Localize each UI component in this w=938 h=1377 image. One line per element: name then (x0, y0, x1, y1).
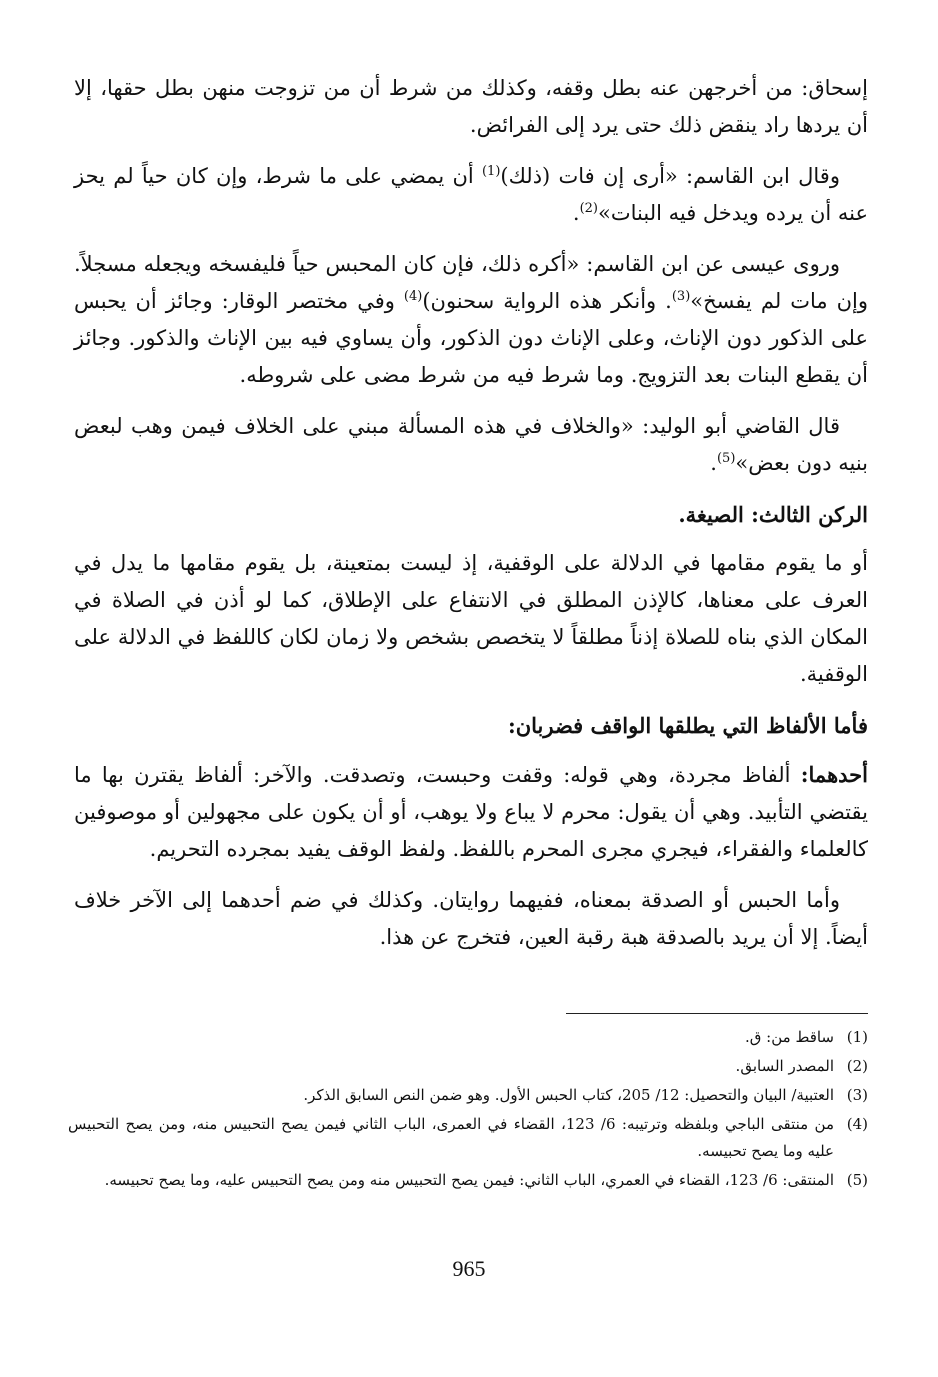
main-text (74, 70, 868, 970)
footnote-3 (68, 1082, 868, 1109)
paragraph-6-text: ألفاظ مجردة، وهي قوله: وقفت وحبست، وتصدقت. والآخر: ألفاظ يقترن بها ما يقتضي التأبيد. وهي أن يقول: محرم لا يباع ولا يوهب، أو أن يكون على مجهولين أو موصوفين كالعلماء والفقراء، فيجري مجرى المحرم باللفظ. ولفظ الوقف يفيد بمجرده التحريم. (74, 763, 868, 861)
footnote-number: (5) (846, 1171, 868, 1189)
footnote-ref-2[interactable]: (2) (579, 201, 598, 216)
paragraph-5: أو ما يقوم مقامها في الدلالة على الوقفية، إذ ليست بمتعينة، بل يقوم مقامها ما يدل في العرف على معناها، كالإذن المطلق في الانتفاع على الإطلاق، كما لو أذن في الصلاة في المكان الذي بناه للصلاة إذناً مطلقاً لا يتخصص بشخص ولا زمان لكان كاللفظ في الدلالة على الوقفية. (74, 551, 868, 686)
footnote-5 (68, 1167, 868, 1194)
paragraph-3-before: وروى عيسى عن ابن القاسم: «أكره ذلك، فإن كان المحبس حياً فليفسخه ويجعله مسجلاً. وإن مات لم يفسخ» (74, 252, 868, 313)
paragraph-4-after: . (710, 451, 717, 475)
paragraph-3-after: وفي مختصر الوقار: وجائز أن يحبس على الذكور دون الإناث، وعلى الإناث دون الذكور، وأن يساوي فيه بين الإناث والذكور. وجائز أن يقطع البنات بعد التزويج. وما شرط فيه من شرط مضى على شروطه. (74, 289, 868, 387)
paragraph-3-middle: . وأنكر هذه الرواية سحنون) (422, 289, 672, 313)
footnote-4 (68, 1111, 868, 1165)
paragraph-1-text: إسحاق: من أخرجهن عنه بطل وقفه، وكذلك من شرط أن من تزوجت منهن بطل حقها، إلا أن يردها راد ينقض ذلك حتى يرد إلى الفرائض. (74, 76, 868, 137)
footnote-text: المنتقى: 6/ 123، القضاء في العمري، الباب الثاني: فيمن يصح التحبيس منه ومن يصح التحبيس عليه، وما يصح تحبيسه. (104, 1171, 834, 1189)
paragraph-7: وأما الحبس أو الصدقة بمعناه، ففيهما روايتان. وكذلك في ضم أحدهما إلى الآخر خلاف أيضاً. إلا أن يريد بالصدقة هبة رقبة العين، فتخرج عن هذا. (74, 888, 868, 949)
footnote-ref-1[interactable]: (1) (481, 164, 501, 179)
section-heading-alfaz: فأما الألفاظ التي يطلقها الواقف فضربان: (507, 713, 868, 738)
footnote-ref-4[interactable]: (4) (403, 289, 423, 304)
footnote-1 (68, 1024, 868, 1051)
footnote-number: (3) (846, 1086, 868, 1104)
footnote-number: (1) (846, 1028, 868, 1046)
footnote-2 (68, 1053, 868, 1080)
paragraph-4 (74, 408, 868, 482)
paragraph-2 (74, 158, 868, 232)
footnote-ref-5[interactable]: (5) (716, 451, 736, 466)
footnote-ref-3[interactable]: (3) (671, 289, 691, 304)
paragraph-6 (74, 756, 868, 868)
footnote-number: (4) (846, 1115, 868, 1133)
footnote-text: ساقط من: ق. (745, 1028, 834, 1046)
footnote-number: (2) (846, 1057, 868, 1075)
footnote-text: العتبية/ البيان والتحصيل: 12/ 205، كتاب الحبس الأول. وهو ضمن النص السابق الذكر. (303, 1086, 834, 1104)
paragraph-3 (74, 246, 868, 394)
section-heading-sigha: الركن الثالث: الصيغة. (678, 502, 868, 527)
paragraph-2-before: وقال ابن القاسم: «أرى إن فات (ذلك) (500, 164, 840, 188)
footnotes (68, 1024, 868, 1196)
paragraph-6-lead: أحدهما: (800, 762, 868, 787)
footnote-divider (566, 1013, 868, 1014)
paragraph-4-before: قال القاضي أبو الوليد: «والخلاف في هذه المسألة مبني على الخلاف فيمن وهب لبعض بنيه دون بعض» (74, 414, 868, 475)
footnote-text: من منتقى الباجي وبلفظه وترتيبه: 6/ 123، القضاء في العمرى، الباب الثاني فيمن يصح التحبيس منه، ومن يصح التحبيس عليه وما يصح تحبيسه. (68, 1115, 834, 1160)
paragraph-2-after: . (572, 201, 580, 225)
paragraph-2-middle: أن يمضي على ما شرط، وإن كان حياً لم يحز عنه أن يرده ويدخل فيه البنات» (74, 164, 868, 225)
page-number: 965 (452, 1256, 486, 1281)
footnote-text: المصدر السابق. (735, 1057, 834, 1075)
paragraph-1 (74, 70, 868, 144)
